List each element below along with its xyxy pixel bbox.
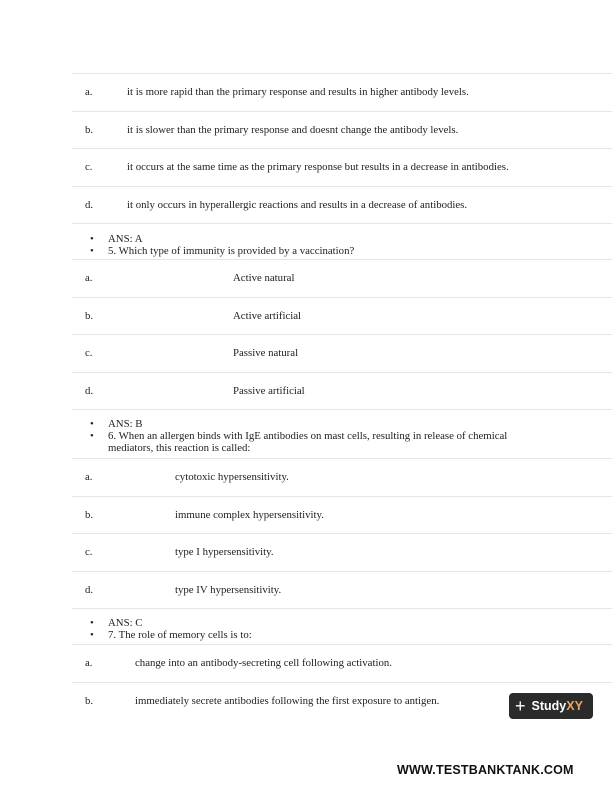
option-text: type IV hypersensitivity. [175, 583, 282, 596]
q6-answer-and-q7-question [90, 617, 538, 641]
option-text: Passive natural [233, 347, 299, 359]
option-letter: d. [85, 384, 94, 397]
q5-answer-and-q6-question [90, 418, 538, 454]
q4-option-b [72, 112, 612, 150]
bullet: • [90, 617, 94, 629]
q6-option-d [72, 572, 612, 610]
option-letter: a. [85, 272, 93, 284]
bullet: • [90, 245, 94, 257]
q4-option-c [72, 149, 612, 187]
q5-option-c [72, 335, 612, 373]
bullet: • [90, 233, 94, 245]
option-text: it occurs at the same time as the primary response but results in a decrease in antibodies. [127, 161, 509, 173]
q5-answer: • ANS: B [90, 418, 143, 430]
q4-answer: • ANS: A [90, 233, 143, 245]
option-text: it only occurs in hyperallergic reactions and results in a decrease of antibodies. [127, 198, 468, 211]
bullet: • [90, 629, 94, 641]
option-letter: c. [85, 161, 93, 173]
option-letter: c. [85, 546, 93, 558]
option-text: cytotoxic hypersensitivity. [175, 471, 289, 483]
q5-option-d [72, 373, 612, 411]
option-text: it is slower than the primary response and doesnt change the antibody levels. [127, 123, 459, 136]
q5-question: • 5. Which type of immunity is provided by a vaccination? [90, 245, 355, 257]
q6-option-c [72, 534, 612, 572]
q4-option-d [72, 187, 612, 225]
q5-option-b [72, 298, 612, 336]
q5-options-table [72, 259, 612, 410]
option-letter: b. [85, 309, 94, 322]
option-letter: b. [85, 508, 94, 521]
option-text: Active natural [233, 272, 295, 284]
option-text: it is more rapid than the primary response and results in higher antibody levels. [127, 86, 469, 98]
q4-answer-and-q5-question [90, 233, 538, 257]
option-letter: d. [85, 583, 94, 596]
q6-options-table [72, 458, 612, 609]
badge-study-text: Study [531, 699, 567, 713]
option-text: change into an antibody-secreting cell following activation. [135, 657, 392, 669]
option-text: Active artificial [233, 309, 302, 322]
option-letter: a. [85, 657, 93, 669]
plus-icon: + [515, 696, 526, 716]
option-letter: b. [85, 123, 94, 136]
q6-option-a [72, 459, 612, 497]
option-text: immediately secrete antibodies following the first exposure to antigen. [135, 694, 440, 707]
q4-options-table [72, 73, 612, 224]
badge-xy-text: XY [566, 699, 583, 713]
bullet: • [90, 430, 94, 442]
q7-question: • 7. The role of memory cells is to: [90, 629, 252, 641]
option-letter: a. [85, 86, 93, 98]
option-text: immune complex hypersensitivity. [175, 508, 324, 521]
q6-option-b [72, 497, 612, 535]
option-letter: a. [85, 471, 93, 483]
option-letter: b. [85, 694, 94, 707]
option-text: Passive artificial [233, 384, 305, 397]
footer-site-url: WWW.TESTBANKTANK.COM [397, 763, 574, 777]
q5-option-a [72, 260, 612, 298]
q4-option-a [72, 74, 612, 112]
q6-answer: • ANS: C [90, 617, 143, 629]
bullet: • [90, 418, 94, 430]
option-letter: c. [85, 347, 93, 359]
q6-question: • 6. When an allergen binds with IgE antibodies on mast cells, resulting in release of chemical mediators, this reaction is called: [90, 430, 508, 454]
studyxy-badge[interactable] [509, 693, 593, 719]
option-text: type I hypersensitivity. [175, 546, 274, 558]
option-letter: d. [85, 198, 94, 211]
q7-option-a [72, 645, 612, 683]
